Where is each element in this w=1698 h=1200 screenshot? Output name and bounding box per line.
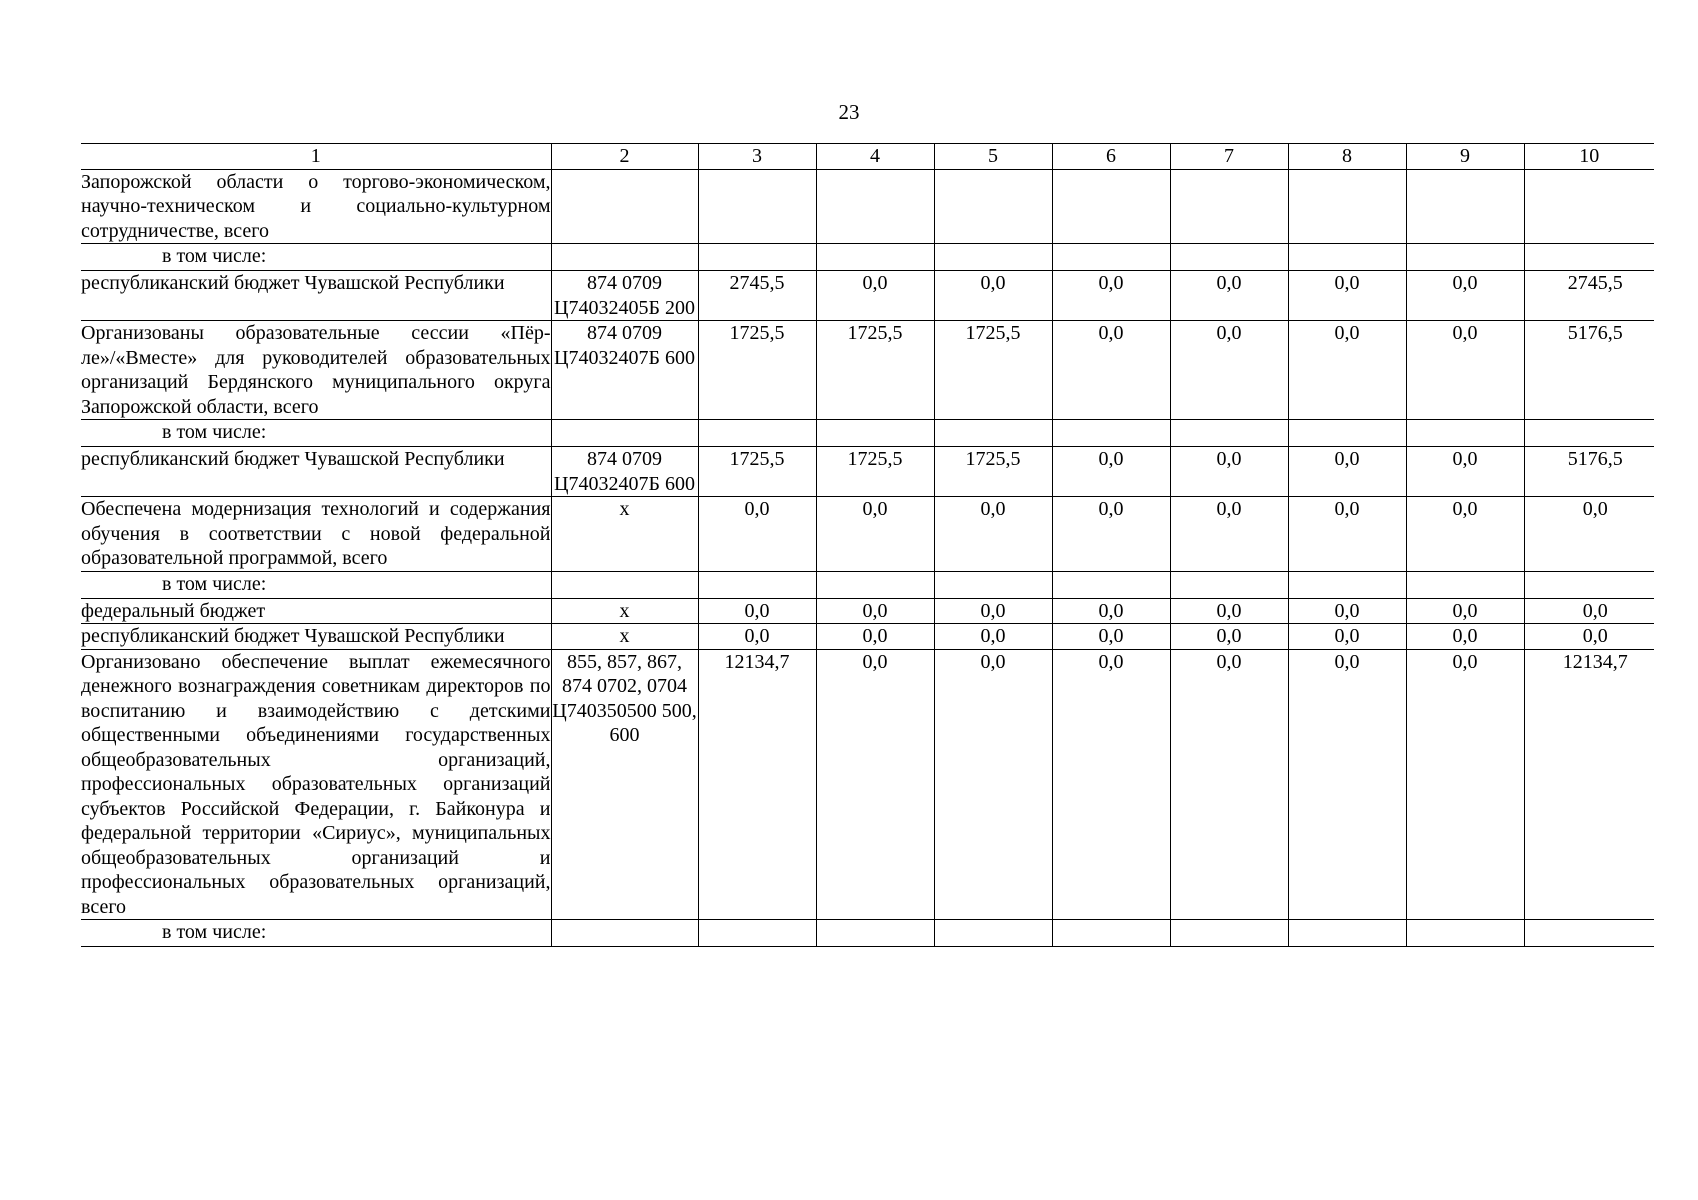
table-row — [81, 497, 1654, 572]
year-value: 0,0 — [1170, 271, 1288, 321]
year-value: 0,0 — [1406, 624, 1524, 650]
header-cell-10: 10 — [1524, 144, 1654, 170]
year-value: 0,0 — [1052, 321, 1170, 420]
year-value: 0,0 — [1288, 598, 1406, 624]
budget-code — [551, 169, 698, 244]
year-value: 0,0 — [816, 497, 934, 572]
row-description: республиканский бюджет Чувашской Республики — [81, 624, 551, 650]
year-value: 0,0 — [1288, 624, 1406, 650]
year-value: 2745,5 — [698, 271, 816, 321]
year-value: 1725,5 — [698, 447, 816, 497]
row-description: Организованы образовательные сессии «Пёрле»/«Вместе» для руководителей образовательных организаций Бердянского муниципального округа Запорожской области, всего — [81, 322, 551, 418]
year-value: 12134,7 — [698, 649, 816, 920]
row-total: 12134,7 — [1524, 649, 1654, 920]
year-value — [816, 244, 934, 271]
year-value: 1725,5 — [816, 321, 934, 420]
year-value: 0,0 — [1052, 598, 1170, 624]
table-row — [81, 920, 1654, 947]
table-row — [81, 420, 1654, 447]
row-description: Организовано обеспечение выплат ежемесячного денежного вознаграждения советникам директоров по воспитанию и взаимодействию с детскими общественными объединениями государственных общеобразовательных организаций, профессиональных образовательных организаций субъектов Российской Федерации, г. Байконура и федеральной территории «Сириус», муниципальных общеобразовательных организаций и профессиональных образовательных организаций, всего — [81, 650, 551, 918]
year-value — [1288, 420, 1406, 447]
row-total: 0,0 — [1524, 624, 1654, 650]
year-value: 1725,5 — [934, 447, 1052, 497]
budget-code: x — [551, 598, 698, 624]
year-value — [934, 244, 1052, 271]
budget-code: 874 0709 Ц74032407Б 600 — [551, 321, 698, 420]
header-cell-5: 5 — [934, 144, 1052, 170]
year-value: 0,0 — [1406, 271, 1524, 321]
year-value: 0,0 — [816, 271, 934, 321]
year-value: 0,0 — [1170, 321, 1288, 420]
year-value — [1288, 169, 1406, 244]
row-total — [1524, 169, 1654, 244]
table-body — [81, 169, 1654, 947]
year-value: 0,0 — [1052, 624, 1170, 650]
row-subheading: в том числе: — [81, 571, 551, 598]
row-total — [1524, 420, 1654, 447]
year-value — [1052, 420, 1170, 447]
header-cell-1: 1 — [81, 144, 551, 170]
year-value: 0,0 — [1406, 447, 1524, 497]
budget-table — [81, 143, 1654, 947]
table-row — [81, 598, 1654, 624]
year-value — [1170, 244, 1288, 271]
header-cell-7: 7 — [1170, 144, 1288, 170]
header-cell-9: 9 — [1406, 144, 1524, 170]
year-value: 0,0 — [698, 624, 816, 650]
year-value — [1052, 571, 1170, 598]
year-value: 0,0 — [816, 649, 934, 920]
row-description: республиканский бюджет Чувашской Республики — [81, 271, 551, 321]
year-value — [816, 571, 934, 598]
budget-code — [551, 920, 698, 947]
year-value: 0,0 — [1288, 271, 1406, 321]
row-subheading: в том числе: — [81, 920, 551, 947]
year-value — [1288, 244, 1406, 271]
budget-code — [551, 420, 698, 447]
table-row — [81, 271, 1654, 321]
year-value — [934, 420, 1052, 447]
year-value: 0,0 — [1052, 447, 1170, 497]
row-total: 2745,5 — [1524, 271, 1654, 321]
year-value — [698, 920, 816, 947]
header-cell-2: 2 — [551, 144, 698, 170]
year-value — [934, 920, 1052, 947]
year-value: 0,0 — [934, 649, 1052, 920]
row-total: 5176,5 — [1524, 321, 1654, 420]
year-value: 0,0 — [934, 624, 1052, 650]
year-value: 0,0 — [1170, 497, 1288, 572]
year-value: 0,0 — [1406, 649, 1524, 920]
row-total — [1524, 920, 1654, 947]
row-subheading: в том числе: — [81, 420, 551, 447]
year-value — [1406, 571, 1524, 598]
header-cell-6: 6 — [1052, 144, 1170, 170]
year-value: 0,0 — [1052, 271, 1170, 321]
row-description: республиканский бюджет Чувашской Республики — [81, 447, 551, 497]
year-value — [1052, 920, 1170, 947]
year-value: 0,0 — [1052, 497, 1170, 572]
year-value — [1406, 244, 1524, 271]
row-subheading: в том числе: — [81, 244, 551, 271]
budget-code: 874 0709 Ц74032407Б 600 — [551, 447, 698, 497]
year-value — [816, 169, 934, 244]
year-value: 0,0 — [1052, 649, 1170, 920]
row-description: федеральный бюджет — [81, 598, 551, 624]
year-value: 0,0 — [1170, 649, 1288, 920]
row-total: 0,0 — [1524, 497, 1654, 572]
row-total: 0,0 — [1524, 598, 1654, 624]
year-value: 0,0 — [1170, 447, 1288, 497]
budget-code: x — [551, 624, 698, 650]
row-total — [1524, 244, 1654, 271]
budget-code: x — [551, 497, 698, 572]
row-description: Запорожской области о торгово-экономическом, научно-техническом и социально-культурном сотрудничестве, всего — [81, 170, 551, 242]
row-total: 5176,5 — [1524, 447, 1654, 497]
year-value — [1170, 169, 1288, 244]
header-row — [81, 144, 1654, 170]
year-value: 0,0 — [1170, 598, 1288, 624]
budget-code — [551, 244, 698, 271]
year-value: 1725,5 — [934, 321, 1052, 420]
year-value — [1406, 920, 1524, 947]
row-description: Обеспечена модернизация технологий и содержания обучения в соответствии с новой федеральной образовательной программой, всего — [81, 498, 551, 569]
year-value — [698, 244, 816, 271]
year-value — [934, 169, 1052, 244]
year-value: 0,0 — [1406, 598, 1524, 624]
budget-code — [551, 571, 698, 598]
budget-code: 874 0709 Ц74032405Б 200 — [551, 271, 698, 321]
table-row — [81, 624, 1654, 650]
table-row — [81, 649, 1654, 920]
table-row — [81, 169, 1654, 244]
budget-code: 855, 857, 867, 874 0702, 0704 Ц740350500 500, 600 — [551, 649, 698, 920]
header-cell-8: 8 — [1288, 144, 1406, 170]
year-value — [1170, 420, 1288, 447]
year-value — [698, 571, 816, 598]
page-number: 23 — [838, 100, 860, 124]
year-value: 0,0 — [934, 598, 1052, 624]
year-value: 0,0 — [1170, 624, 1288, 650]
year-value: 0,0 — [934, 497, 1052, 572]
year-value: 0,0 — [1288, 649, 1406, 920]
year-value — [1052, 244, 1170, 271]
year-value: 1725,5 — [698, 321, 816, 420]
year-value — [934, 571, 1052, 598]
year-value: 0,0 — [1288, 447, 1406, 497]
header-cell-4: 4 — [816, 144, 934, 170]
year-value: 0,0 — [816, 598, 934, 624]
year-value: 0,0 — [698, 598, 816, 624]
year-value — [816, 920, 934, 947]
year-value — [1406, 420, 1524, 447]
year-value: 0,0 — [816, 624, 934, 650]
table-row — [81, 321, 1654, 420]
year-value: 0,0 — [1288, 321, 1406, 420]
year-value — [698, 169, 816, 244]
year-value — [1288, 571, 1406, 598]
year-value: 1725,5 — [816, 447, 934, 497]
year-value — [816, 420, 934, 447]
year-value — [698, 420, 816, 447]
table-row — [81, 447, 1654, 497]
header-cell-3: 3 — [698, 144, 816, 170]
year-value: 0,0 — [698, 497, 816, 572]
row-total — [1524, 571, 1654, 598]
year-value — [1170, 920, 1288, 947]
year-value — [1052, 169, 1170, 244]
table-row — [81, 571, 1654, 598]
year-value — [1406, 169, 1524, 244]
year-value — [1288, 920, 1406, 947]
year-value: 0,0 — [1288, 497, 1406, 572]
year-value: 0,0 — [1406, 497, 1524, 572]
year-value: 0,0 — [1406, 321, 1524, 420]
year-value — [1170, 571, 1288, 598]
year-value: 0,0 — [934, 271, 1052, 321]
table-row — [81, 244, 1654, 271]
